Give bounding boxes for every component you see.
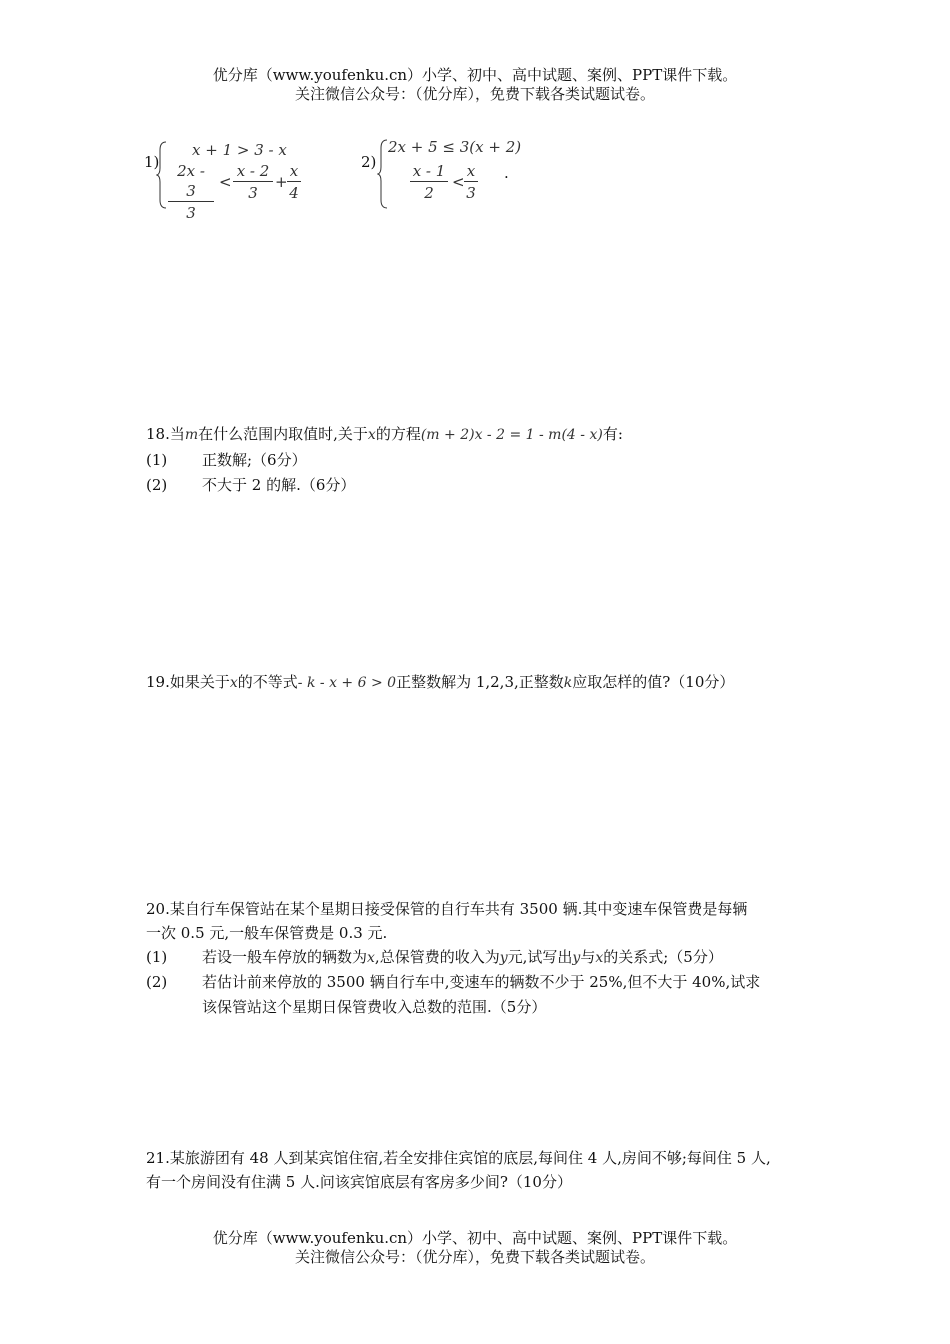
q20-line-2: 一次 0.5 元,一般车保管费是 0.3 元. <box>146 924 388 942</box>
frac-numerator: x <box>464 161 478 182</box>
footer-line-1: 优分库（www.youfenku.cn）小学、初中、高中试题、案例、PPT课件下载。 <box>212 1229 738 1247</box>
q19-mid: 的不等式 <box>237 673 298 691</box>
header-line-2: 关注微信公众号：（优分库），免费下载各类试题试卷。 <box>294 85 655 103</box>
q17-p1-label: 1) <box>144 153 160 171</box>
text-run: 的关系式;（5分） <box>603 948 723 966</box>
q17-p2-line1: 2x + 5 ≤ 3(x + 2) <box>388 138 522 156</box>
frac-denominator: 2 <box>424 184 434 202</box>
frac-numerator: x - 1 <box>410 161 448 182</box>
var-x: x <box>595 950 604 966</box>
q20-item-2-line-1: 若估计前来停放的 3500 辆自行车中,变速车的辆数不少于 25%,但不大于 40%,试求 <box>202 973 761 991</box>
q17-p1-line1: x + 1 > 3 - x <box>192 141 287 159</box>
frac-denominator: 3 <box>248 184 258 202</box>
q17-p1-frac-1 <box>168 161 214 224</box>
page-footer <box>0 1229 950 1267</box>
q19-suffix: 应取怎样的值?（10分） <box>572 673 735 691</box>
q20-item-1-text <box>202 945 723 970</box>
q18-mid2: 的方程 <box>375 425 421 443</box>
q18-var-m: m <box>184 427 199 443</box>
q17-p2-lt: < <box>452 173 465 191</box>
q19-stem <box>146 670 734 695</box>
q17-p2-frac-1 <box>410 161 448 204</box>
frac-denominator: 4 <box>289 184 299 202</box>
q17-p2-frac-2 <box>464 161 478 204</box>
q17-p1-frac-3 <box>287 161 301 204</box>
text-run: ,总保管费的收入为 <box>374 948 500 966</box>
q19-var-x: x <box>229 675 238 691</box>
q18-mid1: 在什么范围内取值时,关于 <box>198 425 368 443</box>
frac-numerator: 2x - 3 <box>168 161 214 202</box>
page-header <box>0 66 950 104</box>
q18-item-1-text: 正数解;（6分） <box>202 451 307 469</box>
q18-item-2-text: 不大于 2 的解.（6分） <box>202 476 356 494</box>
frac-numerator: x <box>287 161 301 182</box>
q20-item-2-num: (2) <box>146 973 168 991</box>
q19-mid2: 正整数解为 1,2,3,正整数 <box>396 673 564 691</box>
q18-prefix: 18.当 <box>146 425 185 443</box>
text-run: 与 <box>580 948 596 966</box>
q18-suffix: 有: <box>602 425 623 443</box>
q17-p2-end: . <box>504 164 509 182</box>
q19-inequality: - k - x + 6 > 0 <box>297 675 397 691</box>
q20-item-2-line-2: 该保管站这个星期日保管费收入总数的范围.（5分） <box>202 998 547 1016</box>
q21-line-2: 有一个房间没有住满 5 人.问该宾馆底层有客房多少间?（10分） <box>146 1173 572 1191</box>
q20-line-1: 20.某自行车保管站在某个星期日接受保管的自行车共有 3500 辆.其中变速车保管费是每辆 <box>146 900 748 918</box>
frac-denominator: 3 <box>186 204 196 222</box>
q18-stem <box>146 422 623 447</box>
var-y: y <box>572 950 581 966</box>
var-y: y <box>499 950 508 966</box>
header-line-1: 优分库（www.youfenku.cn）小学、初中、高中试题、案例、PPT课件下载。 <box>212 66 738 84</box>
q17-p1-brace <box>156 140 168 210</box>
q17-p1-plus: + <box>275 173 288 191</box>
footer-line-2: 关注微信公众号：（优分库），免费下载各类试题试卷。 <box>294 1248 655 1266</box>
q18-equation: (m + 2)x - 2 = 1 - m(4 - x) <box>420 427 603 443</box>
q18-item-1-num: (1) <box>146 451 168 469</box>
var-x: x <box>367 950 375 966</box>
text-run: 元,试写出 <box>507 948 573 966</box>
q18-var-x: x <box>367 427 376 443</box>
q21-line-1: 21.某旅游团有 48 人到某宾馆住宿,若全安排住宾馆的底层,每间住 4 人,房间不够;每间住 5 人, <box>146 1149 771 1167</box>
q20-item-1-num: (1) <box>146 948 168 966</box>
q17-p2-label: 2) <box>361 153 377 171</box>
q18-item-2-num: (2) <box>146 476 168 494</box>
frac-denominator: 3 <box>466 184 476 202</box>
text-run: 若设一般车停放的辆数为 <box>202 948 368 966</box>
q19-var-k: k <box>563 675 573 691</box>
q17-p1-lt: < <box>219 173 232 191</box>
q17-p1-frac-2 <box>233 161 273 204</box>
q19-prefix: 19.如果关于 <box>146 673 230 691</box>
frac-numerator: x - 2 <box>233 161 273 182</box>
